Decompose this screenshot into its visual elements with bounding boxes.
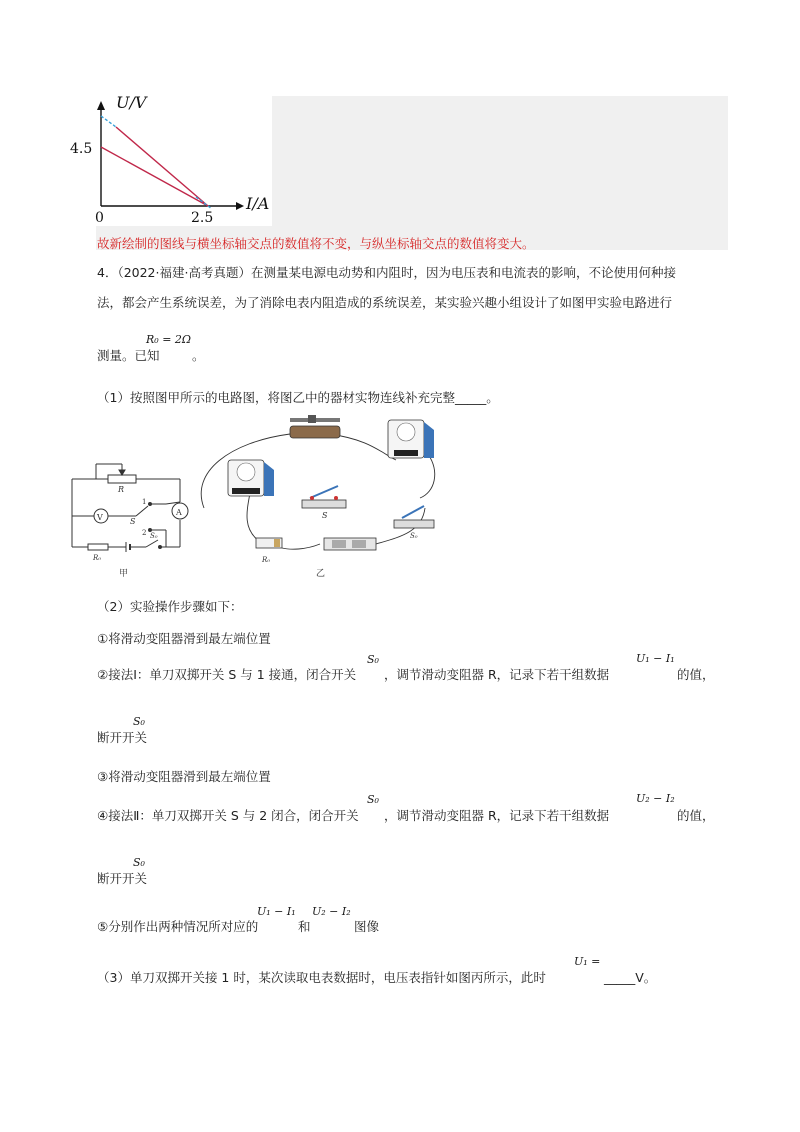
y-tick-label: 4.5 — [70, 141, 93, 157]
apparatus-s-label: S — [322, 511, 328, 520]
question-line-3-suffix: 。 — [192, 348, 205, 363]
battery-device — [324, 538, 376, 550]
step-4-d-s0: S₀ — [133, 856, 145, 869]
question-line-2: 法，都会产生系统误差，为了消除电表内阻造成的系统误差，某实验兴趣小组设计了如图甲实验电路进行 — [97, 295, 673, 310]
r0-value: R₀ = 2Ω — [146, 333, 192, 346]
step-2-c: 的值， — [677, 667, 715, 682]
voltmeter-label: V — [97, 513, 103, 522]
step-5-u1-i1: U₁ − I₁ — [257, 905, 296, 918]
part-3-u1: U₁ = — [574, 955, 601, 968]
switch-s-label: S — [130, 517, 136, 526]
step-4-d: 断开开关 — [97, 871, 148, 886]
answer-note: 故新绘制的图线与横坐标轴交点的数值将不变，与纵坐标轴交点的数值将变大。 — [97, 236, 535, 251]
y-axis-label: U/V — [116, 93, 147, 112]
question-line-3-prefix: 测量。已知 — [97, 348, 160, 363]
part-2-heading: （2）实验操作步骤如下： — [97, 599, 243, 614]
rheostat-label: R — [118, 485, 125, 494]
x-axis-label: I/A — [246, 194, 270, 213]
r0-device — [256, 538, 282, 548]
ui-graph — [70, 93, 286, 226]
figure-jia-caption: 甲 — [119, 569, 129, 579]
apparatus-figure-yi — [190, 412, 450, 582]
step-5-b: 图像 — [354, 919, 380, 934]
part-1-text: （1）按照图甲所示的电路图，将图乙中的器材实物连线补充完整_____。 — [97, 390, 499, 405]
step-5-u2-i2: U₂ − I₂ — [312, 905, 351, 918]
origin-label: 0 — [95, 210, 104, 226]
voltmeter-device — [228, 460, 274, 496]
figure-yi-caption: 乙 — [316, 569, 326, 579]
switch-pos-2: 2 — [142, 529, 147, 537]
step-4-u2-i2: U₂ − I₂ — [636, 792, 675, 805]
part-3-blank: _____V。 — [604, 970, 657, 985]
step-2-d-s0: S₀ — [133, 715, 145, 728]
r0-label: R₀ — [93, 554, 102, 562]
ammeter-device — [388, 420, 434, 458]
switch-s0-device — [394, 506, 434, 528]
step-5-and: 和 — [298, 919, 311, 934]
step-2-b: ，调节滑动变阻器 R，记录下若干组数据 — [384, 667, 610, 682]
step-2-a: ②接法Ⅰ：单刀双掷开关 S 与 1 接通，闭合开关 — [97, 667, 357, 682]
apparatus-s0-label: S₀ — [410, 532, 418, 540]
step-2-u1-i1: U₁ − I₁ — [636, 652, 675, 665]
switch-pos-1: 1 — [142, 498, 147, 506]
step-4-c: 的值， — [677, 808, 715, 823]
step-4-a: ④接法Ⅱ：单刀双掷开关 S 与 2 闭合，闭合开关 — [97, 808, 359, 823]
s0-label: S₀ — [150, 532, 158, 540]
circuit-diagram-jia — [62, 452, 192, 582]
x-tick-label: 2.5 — [191, 210, 214, 226]
apparatus-r0-label: R₀ — [262, 556, 271, 564]
step-2-d: 断开开关 — [97, 730, 148, 745]
step-2-s0: S₀ — [367, 653, 379, 666]
question-line-1: 4．（2022·福建·高考真题）在测量某电源电动势和内阻时，因为电压表和电流表的影响，不论使用何种接 — [97, 265, 676, 280]
part-3-text: （3）单刀双掷开关接 1 时，某次读取电表数据时，电压表指针如图丙所示，此时 — [97, 970, 546, 985]
step-4-b: ，调节滑动变阻器 R，记录下若干组数据 — [384, 808, 610, 823]
step-5-a: ⑤分别作出两种情况所对应的 — [97, 919, 259, 934]
step-1: ①将滑动变阻器滑到最左端位置 — [97, 631, 271, 646]
step-4-s0: S₀ — [367, 793, 379, 806]
ammeter-label: A — [176, 508, 182, 517]
step-3: ③将滑动变阻器滑到最左端位置 — [97, 769, 271, 784]
rheostat-device — [290, 415, 340, 438]
switch-s-device — [302, 486, 346, 508]
